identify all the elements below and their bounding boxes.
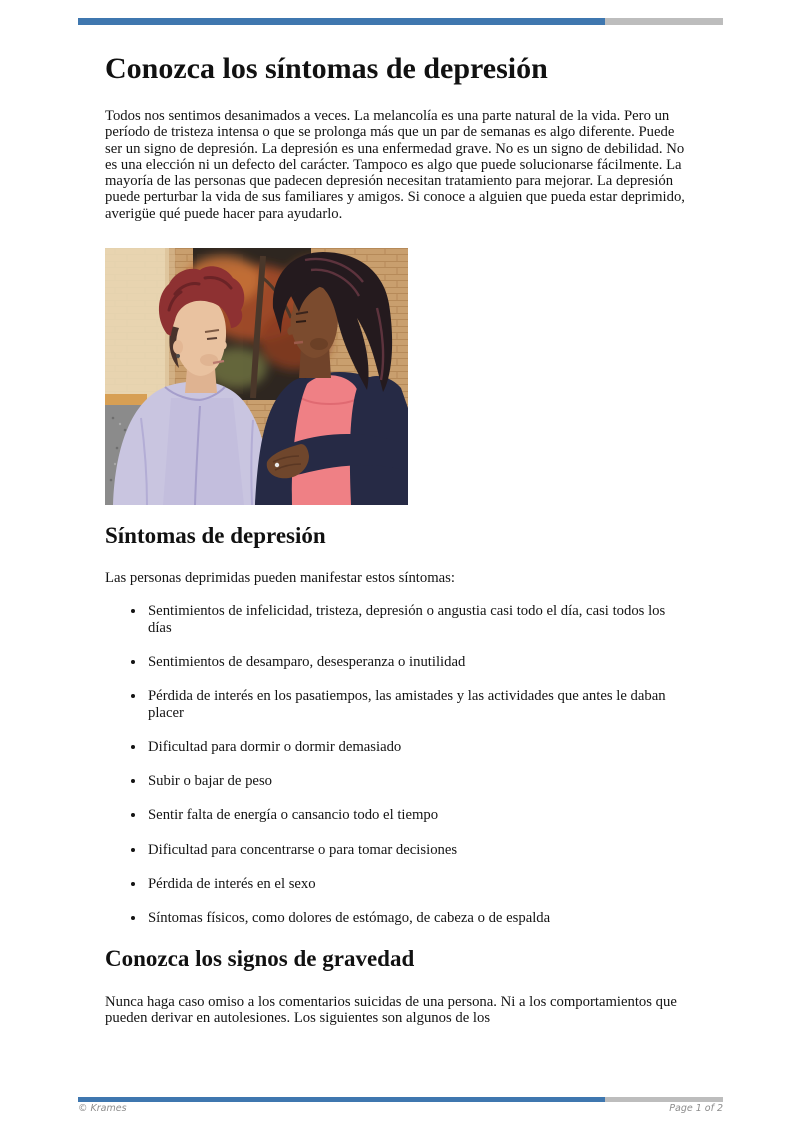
page-title: Conozca los síntomas de depresión <box>105 52 548 85</box>
gravedad-paragraph: Nunca haga caso omiso a los comentarios suicidas de una persona. Ni a los comportamientos que pueden derivar en autolesiones. Los siguientes son algunos de los <box>105 993 677 1026</box>
photo-two-women-talking <box>105 248 408 505</box>
list-item: • Sentimientos de infelicidad, tristeza, depresión o angustia casi todo el día, casi todos los días <box>146 603 690 636</box>
list-item: • Dificultad para concentrarse o para tomar decisiones <box>146 842 690 858</box>
list-item: • Síntomas físicos, como dolores de estómago, de cabeza o de espalda <box>146 910 690 926</box>
symptoms-lead: Las personas deprimidas pueden manifestar estos síntomas: <box>105 570 455 587</box>
footer <box>78 1103 723 1114</box>
document-content <box>105 0 690 1026</box>
footer-rule-blue-segment <box>78 1097 605 1102</box>
list-item: • Pérdida de interés en los pasatiempos, las amistades y las actividades que antes le daban placer <box>146 688 690 721</box>
copyright-text: © Krames <box>78 1103 127 1114</box>
footer-rule <box>78 1097 723 1102</box>
section-heading-gravedad: Conozca los signos de gravedad <box>105 945 415 971</box>
section-heading-sintomas: Síntomas de depresión <box>105 523 326 549</box>
list-item: • Pérdida de interés en el sexo <box>146 876 690 892</box>
footer-rule-gray-segment <box>605 1097 723 1102</box>
list-item: • Subir o bajar de peso <box>146 773 690 789</box>
list-item: • Dificultad para dormir o dormir demasiado <box>146 739 690 755</box>
intro-paragraph: Todos nos sentimos desanimados a veces. La melancolía es una parte natural de la vida. Pero un período de tristeza intensa o que se prolonga más que un par de semanas es algo diferente. Puede ser un signo de depresión. La depresión es una enfermedad grave. No es un signo de debilidad. No es una elección ni un defecto del carácter. Tampoco es algo que puede solucionarse fácilmente. La mayoría de las personas que padecen depresión necesitan tratamiento para mejorar. La depresión puede perturbar la vida de sus familiares y amigos. Si conoce a alguien que pueda estar deprimido, averigüe qué puede hacer para ayudarlo. <box>105 108 685 222</box>
list-item: • Sentimientos de desamparo, desesperanza o inutilidad <box>146 654 690 670</box>
list-item: • Sentir falta de energía o cansancio todo el tiempo <box>146 807 690 823</box>
page-number: Page 1 of 2 <box>669 1103 723 1114</box>
symptoms-list <box>105 603 690 926</box>
